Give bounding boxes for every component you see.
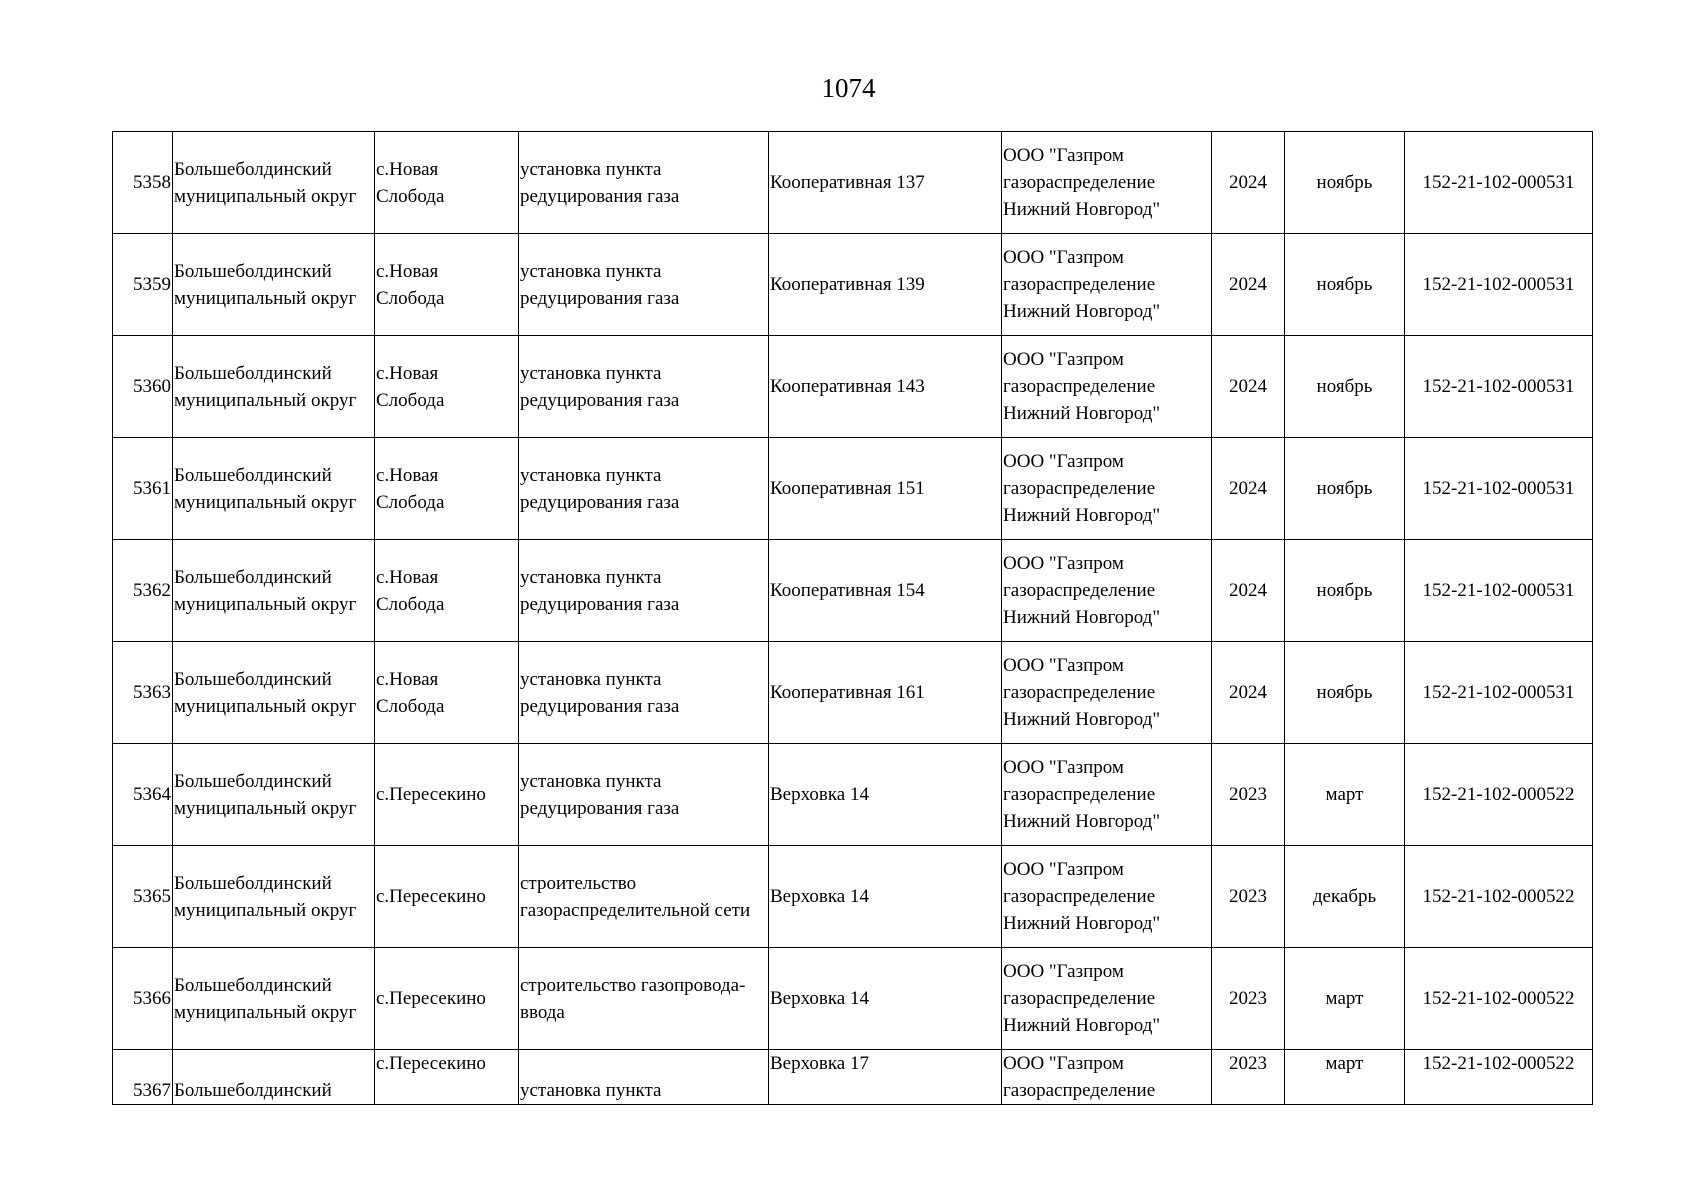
district-cell: Большеболдинский муниципальный округ (173, 948, 375, 1050)
year-cell: 2023 (1212, 948, 1285, 1050)
address-cell: Верховка 14 (769, 744, 1002, 846)
district-cell: Большеболдинский (173, 1050, 375, 1105)
year-cell: 2024 (1212, 336, 1285, 438)
locality-cell: с.Новая Слобода (375, 234, 519, 336)
locality-cell: с.Новая Слобода (375, 642, 519, 744)
table-row (113, 846, 1593, 948)
year-cell: 2024 (1212, 438, 1285, 540)
organization-cell: ООО "Газпром газораспределение Нижний Новгород" (1002, 948, 1212, 1050)
table-row (113, 642, 1593, 744)
row-number: 5367 (113, 1050, 173, 1105)
address-cell: Кооперативная 161 (769, 642, 1002, 744)
registry-number-cell: 152-21-102-000522 (1405, 1050, 1593, 1105)
organization-cell: ООО "Газпром газораспределение (1002, 1050, 1212, 1105)
registry-number-cell: 152-21-102-000531 (1405, 132, 1593, 234)
table-body (113, 132, 1593, 1105)
table-row (113, 336, 1593, 438)
month-cell: ноябрь (1285, 540, 1405, 642)
registry-number-cell: 152-21-102-000531 (1405, 438, 1593, 540)
work-type-cell: установка пункта редуцирования газа (519, 438, 769, 540)
month-cell: ноябрь (1285, 336, 1405, 438)
table-row (113, 1050, 1593, 1105)
organization-cell: ООО "Газпром газораспределение Нижний Новгород" (1002, 846, 1212, 948)
row-number: 5362 (113, 540, 173, 642)
organization-cell: ООО "Газпром газораспределение Нижний Новгород" (1002, 438, 1212, 540)
work-type-cell: установка пункта редуцирования газа (519, 336, 769, 438)
district-cell: Большеболдинский муниципальный округ (173, 846, 375, 948)
address-cell: Верховка 17 (769, 1050, 1002, 1105)
address-cell: Верховка 14 (769, 948, 1002, 1050)
row-number: 5363 (113, 642, 173, 744)
row-number: 5359 (113, 234, 173, 336)
locality-cell: с.Новая Слобода (375, 540, 519, 642)
page-number: 1074 (821, 73, 876, 103)
year-cell: 2024 (1212, 642, 1285, 744)
table-row (113, 948, 1593, 1050)
locality-cell: с.Пересекино (375, 1050, 519, 1105)
year-cell: 2024 (1212, 132, 1285, 234)
address-cell: Кооперативная 137 (769, 132, 1002, 234)
table-row (113, 540, 1593, 642)
work-type-cell: строительство газопровода- ввода (519, 948, 769, 1050)
table-row (113, 234, 1593, 336)
work-type-cell: установка пункта редуцирования газа (519, 642, 769, 744)
address-cell: Кооперативная 154 (769, 540, 1002, 642)
district-cell: Большеболдинский муниципальный округ (173, 234, 375, 336)
month-cell: ноябрь (1285, 234, 1405, 336)
work-type-cell: установка пункта редуцирования газа (519, 540, 769, 642)
district-cell: Большеболдинский муниципальный округ (173, 438, 375, 540)
month-cell: ноябрь (1285, 438, 1405, 540)
address-cell: Кооперативная 143 (769, 336, 1002, 438)
work-type-cell: установка пункта (519, 1050, 769, 1105)
registry-number-cell: 152-21-102-000522 (1405, 744, 1593, 846)
address-cell: Верховка 14 (769, 846, 1002, 948)
organization-cell: ООО "Газпром газораспределение Нижний Новгород" (1002, 132, 1212, 234)
row-number: 5358 (113, 132, 173, 234)
month-cell: ноябрь (1285, 132, 1405, 234)
year-cell: 2023 (1212, 1050, 1285, 1105)
month-cell: март (1285, 948, 1405, 1050)
district-cell: Большеболдинский муниципальный округ (173, 642, 375, 744)
records-table (112, 131, 1593, 1105)
locality-cell: с.Новая Слобода (375, 336, 519, 438)
locality-cell: с.Пересекино (375, 744, 519, 846)
organization-cell: ООО "Газпром газораспределение Нижний Новгород" (1002, 336, 1212, 438)
organization-cell: ООО "Газпром газораспределение Нижний Новгород" (1002, 744, 1212, 846)
month-cell: декабрь (1285, 846, 1405, 948)
registry-number-cell: 152-21-102-000531 (1405, 234, 1593, 336)
registry-number-cell: 152-21-102-000522 (1405, 846, 1593, 948)
address-cell: Кооперативная 139 (769, 234, 1002, 336)
locality-cell: с.Пересекино (375, 948, 519, 1050)
year-cell: 2024 (1212, 540, 1285, 642)
organization-cell: ООО "Газпром газораспределение Нижний Новгород" (1002, 540, 1212, 642)
address-cell: Кооперативная 151 (769, 438, 1002, 540)
table-row (113, 744, 1593, 846)
locality-cell: с.Новая Слобода (375, 438, 519, 540)
district-cell: Большеболдинский муниципальный округ (173, 336, 375, 438)
month-cell: март (1285, 1050, 1405, 1105)
registry-number-cell: 152-21-102-000531 (1405, 336, 1593, 438)
row-number: 5364 (113, 744, 173, 846)
year-cell: 2023 (1212, 846, 1285, 948)
row-number: 5360 (113, 336, 173, 438)
locality-cell: с.Новая Слобода (375, 132, 519, 234)
work-type-cell: установка пункта редуцирования газа (519, 234, 769, 336)
locality-cell: с.Пересекино (375, 846, 519, 948)
year-cell: 2023 (1212, 744, 1285, 846)
district-cell: Большеболдинский муниципальный округ (173, 132, 375, 234)
row-number: 5361 (113, 438, 173, 540)
table-row (113, 132, 1593, 234)
district-cell: Большеболдинский муниципальный округ (173, 744, 375, 846)
registry-number-cell: 152-21-102-000531 (1405, 540, 1593, 642)
work-type-cell: установка пункта редуцирования газа (519, 744, 769, 846)
registry-number-cell: 152-21-102-000531 (1405, 642, 1593, 744)
district-cell: Большеболдинский муниципальный округ (173, 540, 375, 642)
row-number: 5366 (113, 948, 173, 1050)
month-cell: ноябрь (1285, 642, 1405, 744)
month-cell: март (1285, 744, 1405, 846)
row-number: 5365 (113, 846, 173, 948)
organization-cell: ООО "Газпром газораспределение Нижний Новгород" (1002, 642, 1212, 744)
work-type-cell: строительство газораспределительной сети (519, 846, 769, 948)
table-row (113, 438, 1593, 540)
organization-cell: ООО "Газпром газораспределение Нижний Новгород" (1002, 234, 1212, 336)
registry-number-cell: 152-21-102-000522 (1405, 948, 1593, 1050)
work-type-cell: установка пункта редуцирования газа (519, 132, 769, 234)
year-cell: 2024 (1212, 234, 1285, 336)
